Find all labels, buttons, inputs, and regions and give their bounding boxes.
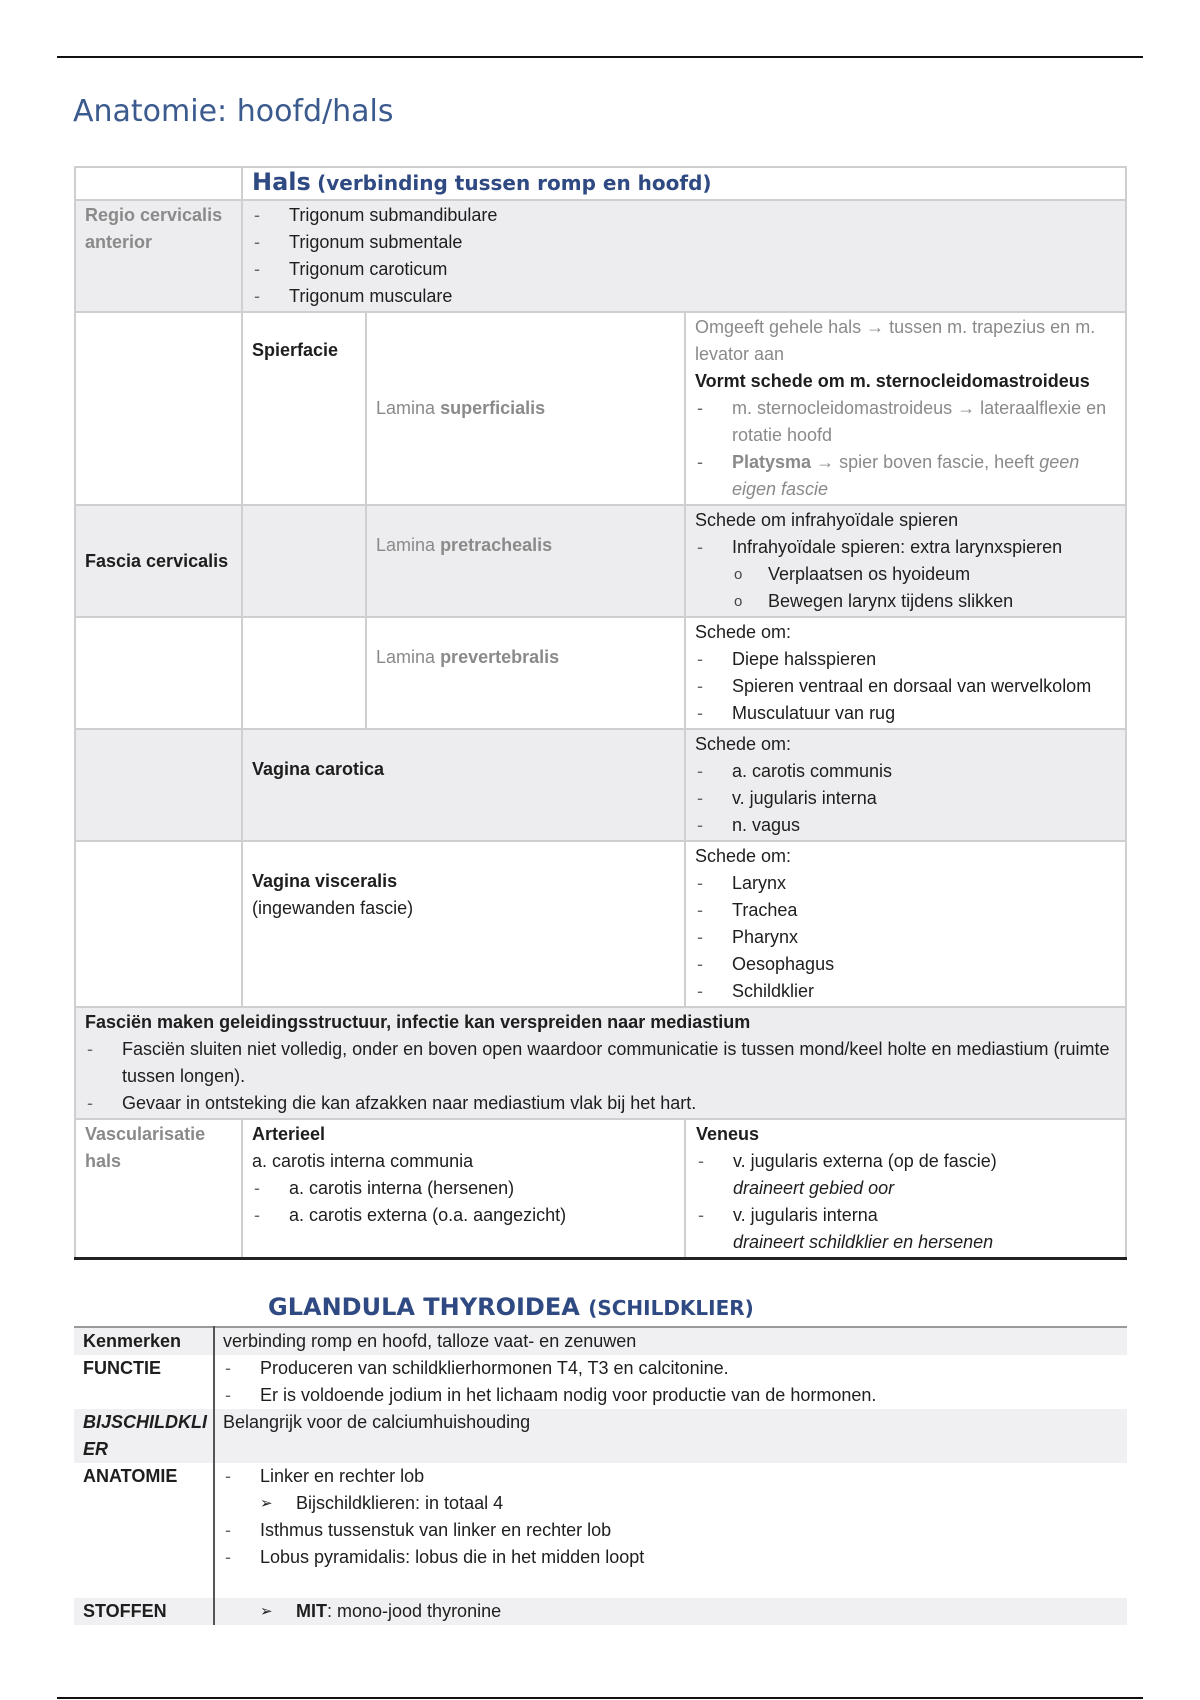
regio-content	[242, 200, 1126, 312]
note-cell	[75, 1007, 1126, 1119]
prevertebralis-row	[75, 617, 1126, 729]
list-item: - Trigonum musculare	[252, 283, 1117, 310]
bijschildklier-row	[74, 1409, 1127, 1463]
list-item: - a. carotis communis	[695, 758, 1117, 785]
list-item: - Spieren ventraal en dorsaal van wervelkolom	[695, 673, 1117, 700]
carotica-label: Vagina carotica	[242, 729, 685, 841]
empty-cell	[75, 617, 242, 729]
list-item	[696, 1202, 1117, 1256]
list-item: - Musculatuur van rug	[695, 700, 1117, 727]
carotica-row	[75, 729, 1126, 841]
arterieel-intro: a. carotis interna communia	[252, 1151, 474, 1171]
anatomie-content	[214, 1463, 1127, 1598]
carotica-intro: Schede om:	[695, 734, 792, 754]
empty-cell	[75, 729, 242, 841]
list-item: - Trigonum submentale	[252, 229, 1117, 256]
list-item: - Schildklier	[695, 978, 1117, 1005]
fascia-label: Fascia cervicalis	[75, 505, 242, 617]
pretrachealis-intro: Schede om infrahyoïdale spieren	[695, 510, 959, 530]
superficialis-schede: Vormt schede om m. sternocleidomastroideus	[695, 371, 1090, 391]
visceralis-label-cell	[242, 841, 685, 1007]
veneus-title: Veneus	[696, 1124, 760, 1144]
visceralis-label: Vagina visceralis	[252, 871, 398, 891]
hals-header-row	[75, 167, 1126, 200]
hals-heading	[242, 167, 1126, 200]
carotica-content	[685, 729, 1126, 841]
list-item: - Oesophagus	[695, 951, 1117, 978]
sub-list-item: o Bewegen larynx tijdens slikken	[732, 588, 1117, 615]
stof-abbrev: MIT	[296, 1601, 327, 1621]
lamina-prefix: Lamina	[376, 398, 436, 418]
prevertebralis-intro: Schede om:	[695, 622, 792, 642]
arterieel-cell	[242, 1119, 685, 1259]
note-row	[75, 1007, 1126, 1119]
list-item: - Lobus pyramidalis: lobus die in het midden loopt	[223, 1544, 1121, 1571]
anatomie-label: ANATOMIE	[74, 1463, 214, 1598]
note-title: Fasciën maken geleidingsstructuur, infectie kan verspreiden naar mediastium	[85, 1012, 751, 1032]
list-item: - Infrahyoïdale spieren: extra larynxspieren	[695, 534, 1117, 561]
empty-cell	[242, 617, 366, 729]
pretrachealis-row	[75, 505, 1126, 617]
list-item: - v. jugularis interna	[695, 785, 1117, 812]
bijschildklier-label: BIJSCHILDKLIER	[74, 1409, 214, 1463]
anatomie-row	[74, 1463, 1127, 1598]
arterieel-title: Arterieel	[252, 1124, 326, 1144]
kenmerken-row	[74, 1327, 1127, 1355]
superficialis-row	[75, 312, 1126, 505]
superficialis-intro: Omgeeft gehele hals → tussen m. trapezius en m. levator aan	[695, 317, 1096, 364]
list-item: - Gevaar in ontsteking die kan afzakken naar mediastium vlak bij het hart.	[85, 1090, 1117, 1117]
vascularisatie-label: Vascularisatie hals	[75, 1119, 242, 1259]
superficialis-label	[366, 312, 685, 505]
lamina-name: pretrachealis	[440, 535, 553, 555]
sub-list-item: ➢ Bijschildklieren: in totaal 4	[260, 1490, 1121, 1517]
list-item	[695, 449, 1117, 503]
pretrachealis-label	[366, 505, 685, 617]
list-item: - Pharynx	[695, 924, 1117, 951]
list-item: - Produceren van schildklierhormonen T4, T3 en calcitonine.	[223, 1355, 1121, 1382]
empty-cell	[242, 505, 366, 617]
list-item: - Er is voldoende jodium in het lichaam nodig voor productie van de hormonen.	[223, 1382, 1121, 1409]
regio-row	[75, 200, 1126, 312]
vascularisatie-row	[75, 1119, 1126, 1259]
list-item: - m. sternocleidomastroideus → lateraalflexie en rotatie hoofd	[695, 395, 1117, 449]
thyroidea-title-main: GLANDULA THYROIDEA	[268, 1293, 580, 1321]
visceralis-intro: Schede om:	[695, 846, 792, 866]
stoffen-label: STOFFEN	[74, 1598, 214, 1625]
lamina-name: prevertebralis	[440, 647, 560, 667]
lamina-name: superficialis	[440, 398, 546, 418]
list-item: - Trigonum caroticum	[252, 256, 1117, 283]
stoffen-row	[74, 1598, 1127, 1625]
vein-drainage: draineert gebied oor	[733, 1178, 895, 1198]
page-title: Anatomie: hoofd/hals	[73, 94, 394, 129]
vein-name: v. jugularis interna	[733, 1205, 878, 1225]
empty-cell	[75, 312, 242, 505]
kenmerken-label: Kenmerken	[74, 1327, 214, 1355]
prevertebralis-label	[366, 617, 685, 729]
header-rule	[57, 56, 1143, 58]
hals-table	[74, 166, 1127, 1260]
veneus-cell	[685, 1119, 1126, 1259]
list-item: - Diepe halsspieren	[695, 646, 1117, 673]
empty-cell	[75, 167, 242, 200]
stoffen-content	[214, 1598, 1127, 1625]
spierfacie-label: Spierfacie	[242, 312, 366, 505]
stof-text: : mono-jood thyronine	[327, 1601, 502, 1621]
pretrachealis-content	[685, 505, 1126, 617]
list-item: - Linker en rechter lob	[223, 1463, 1121, 1490]
vein-drainage: draineert schildklier en hersenen	[733, 1232, 994, 1252]
list-item: - Larynx	[695, 870, 1117, 897]
empty-cell	[75, 841, 242, 1007]
list-item: - Trigonum submandibulare	[252, 202, 1117, 229]
list-item	[696, 1148, 1117, 1202]
thyroidea-table	[74, 1326, 1127, 1625]
kenmerken-text: verbinding romp en hoofd, talloze vaat- en zenuwen	[214, 1327, 1127, 1355]
footer-rule	[57, 1697, 1143, 1699]
vein-name: v. jugularis externa (op de fascie)	[733, 1151, 997, 1171]
list-item: - Fasciën sluiten niet volledig, onder en boven open waardoor communicatie is tussen mond/keel holte en mediastium (ruimte tussen longen).	[85, 1036, 1117, 1090]
platysma-italic: geen eigen fascie	[732, 452, 1080, 499]
functie-label: FUNCTIE	[74, 1355, 214, 1409]
regio-label: Regio cervicalis anterior	[75, 200, 242, 312]
hals-heading-sub: (verbinding tussen romp en hoofd)	[317, 171, 712, 195]
list-item: - Trachea	[695, 897, 1117, 924]
list-item: - Isthmus tussenstuk van linker en rechter lob	[223, 1517, 1121, 1544]
lamina-prefix: Lamina	[376, 535, 436, 555]
visceralis-content	[685, 841, 1126, 1007]
list-item: - a. carotis externa (o.a. aangezicht)	[252, 1202, 676, 1229]
lamina-prefix: Lamina	[376, 647, 436, 667]
visceralis-sublabel: (ingewanden fascie)	[252, 898, 414, 918]
platysma-text: → spier boven fascie, heeft	[811, 452, 1040, 472]
list-item: - a. carotis interna (hersenen)	[252, 1175, 676, 1202]
prevertebralis-content	[685, 617, 1126, 729]
list-item: - n. vagus	[695, 812, 1117, 839]
sub-list-item: o Verplaatsen os hyoideum	[732, 561, 1117, 588]
platysma-label: Platysma	[732, 452, 812, 472]
thyroidea-title	[268, 1293, 754, 1321]
visceralis-row	[75, 841, 1126, 1007]
hals-heading-main: Hals	[252, 168, 311, 196]
functie-content	[214, 1355, 1127, 1409]
bijschildklier-text: Belangrijk voor de calciumhuishouding	[214, 1409, 1127, 1463]
sub-list-item	[260, 1598, 1121, 1625]
superficialis-content	[685, 312, 1126, 505]
functie-row	[74, 1355, 1127, 1409]
thyroidea-title-sub: (SCHILDKLIER)	[588, 1296, 754, 1320]
